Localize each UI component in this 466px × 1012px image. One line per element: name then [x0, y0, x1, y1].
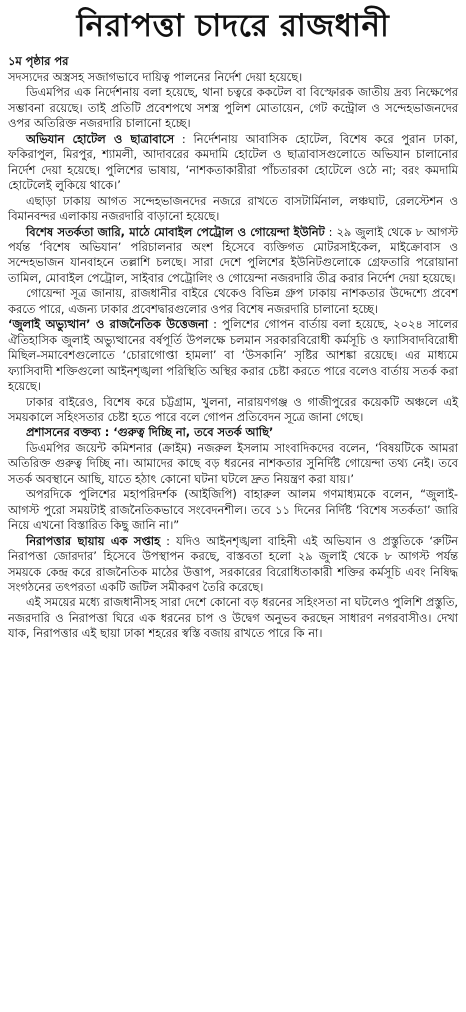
- paragraph-text: ঢাকার বাইরেও, বিশেষ করে চট্টগ্রাম, খুলনা, নারায়ণগঞ্জ ও গাজীপুরের কয়েকটি অঞ্চলে এই সময়কালে সহিংসতার চেষ্টা হতে পারে বলে গোপন প্রতিবেদন সূত্রে জানা গেছে।: [8, 394, 458, 424]
- paragraph-lead: বিশেষ সতর্কতা জারি, মাঠে মোবাইল পেট্রোল ও গোয়েন্দা ইউনিট: [26, 224, 325, 239]
- paragraph: [8, 132, 458, 194]
- paragraph-text: ডিএমপির এক নির্দেশনায় বলা হয়েছে, থানা চত্বরে ককটেল বা বিস্ফোরক জাতীয় দ্রব্য নিক্ষেপের সম্ভাবনা রয়েছে। তাই প্রতিটি প্রবেশপথে সশস্ত্র পুলিশ মোতায়েন, গেট কন্ট্রোল ও সন্দেহভাজনদের ওপর অতিরিক্ত নজরদারি চালানো হচ্ছে।: [8, 85, 458, 131]
- article-body: [8, 70, 458, 642]
- paragraph-text: গোয়েন্দা সূত্র জানায়, রাজধানীর বাইরে থেকেও বিভিন্ন গ্রুপ ঢাকায় নাশকতার উদ্দেশ্যে প্রবেশ করতে পারে, এজন্য ঢাকার প্রবেশদ্বারগুলোর ওপর বিশেষ নজরদারি চালানো হচ্ছে।: [8, 286, 458, 316]
- paragraph: [8, 487, 458, 533]
- paragraph: [8, 70, 458, 85]
- paragraph: [8, 286, 458, 317]
- paragraph: [8, 441, 458, 487]
- headline: নিরাপত্তা চাদরে রাজধানী: [76, 8, 390, 44]
- paragraph-lead: অভিযান হোটেল ও ছাত্রাবাসে: [26, 131, 175, 146]
- paragraph: [8, 595, 458, 641]
- paragraph: [8, 85, 458, 131]
- paragraph-text: ডিএমপির জয়েন্ট কমিশনার (ক্রাইম) নজরুল ইসলাম সাংবাদিকদের বলেন, ‘বিষয়টিকে আমরা অতিরিক্ত গুরুত্ব দিচ্ছি না। আমাদের কাছে বড় ধরনের নাশকতার সুনির্দিষ্ট গোয়েন্দা তথ্য নেই। তবে সতর্ক অবস্থানে আছি, যাতে হঠাৎ কোনো ঘটনা ঘটলে দ্রুত নিয়ন্ত্রণ করা যায়।’: [8, 440, 458, 486]
- paragraph: [8, 317, 458, 394]
- paragraph: [8, 395, 458, 426]
- paragraph: [8, 225, 458, 287]
- paragraph-lead: নিরাপত্তার ছায়ায় এক সপ্তাহ: [26, 533, 161, 548]
- paragraph-text: এছাড়া ঢাকায় আগত সন্দেহভাজনদের নজরে রাখতে বাসটার্মিনাল, লঞ্চঘাট, রেলস্টেশন ও বিমানবন্দর এলাকায় নজরদারি বাড়ানো হয়েছে।: [8, 193, 458, 224]
- paragraph: [8, 534, 458, 596]
- continuation-line: ১ম পৃষ্ঠার পর: [8, 54, 69, 68]
- paragraph-lead: ‘জুলাই অভ্যুত্থান’ ও রাজনৈতিক উত্তেজনা: [8, 317, 209, 332]
- paragraph-lead: প্রশাসনের বক্তব্য : ‘গুরুত্ব দিচ্ছি না, তবে সতর্ক আছি’: [26, 425, 274, 440]
- paragraph: [8, 194, 458, 225]
- paragraph-text: এই সময়ের মধ্যে রাজধানীসহ সারা দেশে কোনো বড় ধরনের সহিংসতা না ঘটলেও পুলিশি প্রস্তুতি, নজরদারি ও নিরাপত্তা ঘিরে এক ধরনের চাপ ও উদ্বেগ অনুভব করছেন সাধারণ নগরবাসীও। দেখা যাক, নিরাপত্তার এই ছায়া ঢাকা শহরের স্বস্তি বজায় রাখতে পারে কি না।: [8, 595, 458, 641]
- paragraph-text: অপরদিকে পুলিশের মহাপরিদর্শক (আইজিপি) বাহারুল আলম গণমাধ্যমকে বলেন, “জুলাই-আগস্ট পুরো সময়টাই রাজনৈতিকভাবে সংবেদনশীল। তবে ১১ দিনের নির্দিষ্ট ‘বিশেষ সতর্কতা’ জারি নিয়ে এখনো বিস্তারিত কিছু জানি না।”: [8, 487, 458, 533]
- paragraph-text: : যদিও আইনশৃঙ্খলা বাহিনী এই অভিযান ও প্রস্তুতিকে ‘রুটিন নিরাপত্তা জোরদার’ হিসেবে উপস্থাপন করছে, বাস্তবতা হলো ২৯ জুলাই থেকে ৮ আগস্ট পর্যন্ত সময়কে কেন্দ্র করে রাজনৈতিক মাঠের উত্তাপ, সরকারের বিরোধিতাকারী শক্তির কর্মসূচি এবং নিষিদ্ধ সংগঠনের তৎপরতা একটি জটিল সমীকরণ তৈরি করেছে।: [8, 533, 458, 594]
- paragraph-text: সদস্যদের অস্ত্রসহ সজাগভাবে দায়িত্ব পালনের নির্দেশ দেয়া হয়েছে।: [8, 70, 303, 84]
- paragraph-text: : পুলিশের গোপন বার্তায় বলা হয়েছে, ২০২৪ সালের ঐতিহাসিক জুলাই অভ্যুত্থানের বর্ষপূর্তি উপলক্ষে চলমান সরকারবিরোধী কর্মসূচি ও ফ্যাসিবাদবিরোধী মিছিল-সমাবেশগুলোতে ‘চোরাগোপ্তা হামলা’ বা ‘উসকানি’ সৃষ্টির আশঙ্কা রয়েছে। এর মাধ্যমে ফ্যাসিবাদী শক্তিগুলো আইনশৃঙ্খলা পরিস্থিতি অস্থির করার চেষ্টা করতে পারে বলেও বার্তায় সতর্ক করা হয়েছে।: [8, 317, 458, 394]
- paragraph-text: : ২৯ জুলাই থেকে ৮ আগস্ট পর্যন্ত ‘বিশেষ অভিযান’ পরিচালনার অংশ হিসেবে ব্যক্তিগত মোটরসাইকেল, মাইক্রোবাস ও সন্দেহভাজন যানবাহনে তল্লাশি চলছে। সারা দেশে পুলিশের ইউনিটগুলোকে গ্রেফতারি পরোয়ানা তামিল, মোবাইল পেট্রোল, সাইবার পেট্রোলিং ও গোয়েন্দা নজরদারি তীব্র করার নির্দেশ দেয়া হয়েছে।: [8, 224, 458, 285]
- paragraph: [8, 425, 458, 440]
- paragraph-text: : নির্দেশনায় আবাসিক হোটেল, বিশেষ করে পুরান ঢাকা, ফকিরাপুল, মিরপুর, শ্যামলী, আদাবরের কমদামি হোটেল ও ছাত্রাবাসগুলোতে অভিযান চালানোর নির্দেশ দেয়া হয়েছে। পুলিশের ভাষায়, ‘নাশকতাকারীরা পাঁচতারকা হোটেলে ওঠে না; বরং কমদামি হোটেলেই লুকিয়ে থাকে।’: [8, 131, 459, 193]
